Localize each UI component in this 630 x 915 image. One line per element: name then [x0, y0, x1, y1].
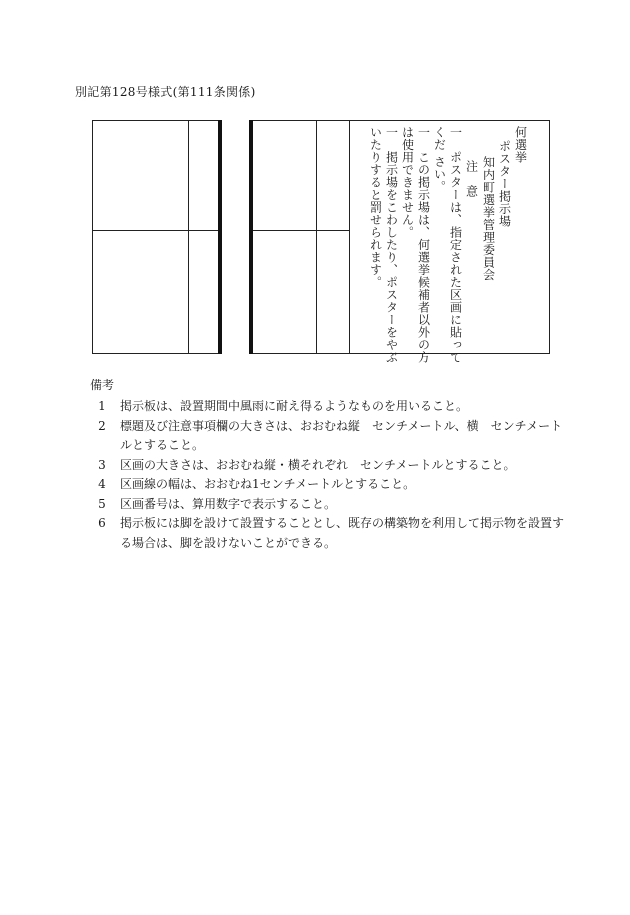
- remark-item: 3 区画の大きさは、おおむね縦・横それぞれ センチメートルとすること。: [98, 457, 516, 472]
- poster-board-left: [92, 120, 222, 354]
- notice-line4: は使用できません。: [400, 126, 415, 239]
- board-left-thick-edge: [218, 120, 222, 354]
- divider-right-horizontal: [253, 230, 349, 231]
- remark-item: 5 区画番号は、算用数字で表示すること。: [98, 496, 337, 511]
- remark-item: 2 標題及び注意事項欄の大きさは、おおむね縦 センチメートル、横 センチメートルとすること。: [98, 418, 563, 452]
- notice-line3: 一 この掲示場は、何選挙候補者以外の方: [416, 126, 431, 364]
- remarks-heading: 備考: [90, 378, 115, 392]
- notice-title-line2: ポスター掲示場: [497, 140, 512, 228]
- notice-line6: いたりすると罰せられます。: [368, 126, 383, 289]
- notice-line1: 一 ポスターは、指定された区画に貼って: [448, 126, 463, 364]
- divider-left-horizontal: [92, 230, 218, 231]
- divider-left-vertical: [188, 120, 189, 354]
- remark-item: 1 掲示板は、設置期間中風雨に耐え得るようなものを用いること。: [98, 399, 469, 413]
- remark-item: 6 掲示板には脚を設けて設置することとし、既存の構築物を利用して掲示物を設置する場合は、脚を設けないことができる。: [98, 516, 565, 550]
- remarks-list: [95, 397, 565, 553]
- form-title: 別記第128号様式(第111条関係): [75, 85, 256, 99]
- notice-border: [349, 120, 350, 354]
- notice-issuer: 知内町選挙管理委員会: [481, 156, 496, 281]
- remark-item: 4 区画線の幅は、おおむね1センチメートルとすること。: [98, 477, 416, 491]
- divider-right-vertical: [316, 120, 317, 354]
- notice-line2: くだ さい。: [432, 126, 447, 193]
- notice-line5: 一 掲示場をこわしたり、ポスターをやぶ: [384, 126, 399, 364]
- board-right-thick-edge: [249, 120, 253, 354]
- notice-heading: 注 意: [464, 160, 479, 198]
- notice-title-line1: 何選挙: [513, 126, 528, 164]
